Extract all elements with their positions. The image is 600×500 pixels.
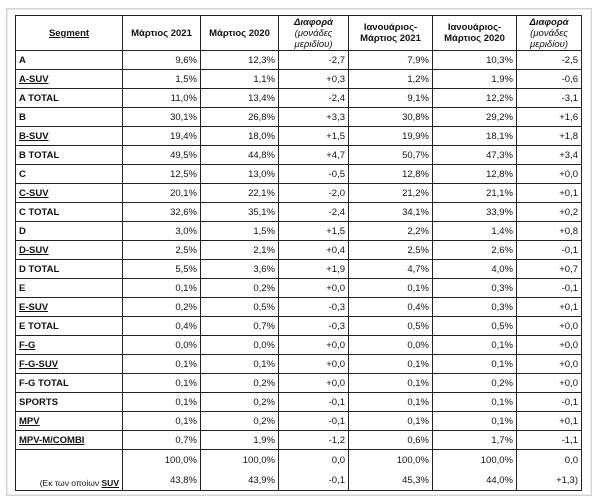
march-2020-value: 13,0% [201, 165, 279, 184]
suv-q20: 44,0% [433, 470, 517, 491]
header-difference-month-title: Διαφορά [293, 16, 334, 28]
jan-mar-2021-value: 7,9% [349, 51, 433, 70]
march-2020-value: 0,2% [201, 393, 279, 412]
table-row [16, 336, 582, 355]
march-2021-value: 9,6% [123, 51, 201, 70]
march-2021-value: 3,0% [123, 222, 201, 241]
difference-month-value: +0,0 [279, 336, 349, 355]
total-m20: 100,0% [201, 450, 279, 471]
header-difference-month [279, 16, 349, 51]
jan-mar-2021-value: 30,8% [349, 108, 433, 127]
difference-ytd-value: +0,2 [517, 203, 582, 222]
jan-mar-2021-value: 0,6% [349, 431, 433, 450]
total-m21: 100,0% [123, 450, 201, 471]
difference-ytd-value: -0,6 [517, 70, 582, 89]
difference-ytd-value: +1,6 [517, 108, 582, 127]
march-2021-value: 0,1% [123, 355, 201, 374]
jan-mar-2021-value: 50,7% [349, 146, 433, 165]
jan-mar-2021-value: 19,9% [349, 127, 433, 146]
march-2020-value: 0,7% [201, 317, 279, 336]
march-2020-value: 35,1% [201, 203, 279, 222]
table-row [16, 260, 582, 279]
march-2020-value: 1,1% [201, 70, 279, 89]
segment-label: E-SUV [16, 298, 123, 317]
jan-mar-2021-value: 0,0% [349, 336, 433, 355]
difference-month-value: -0,1 [279, 412, 349, 431]
segment-label: SPORTS [16, 393, 123, 412]
difference-ytd-value: +0,0 [517, 165, 582, 184]
difference-ytd-value: +0,7 [517, 260, 582, 279]
march-2021-value: 0,1% [123, 279, 201, 298]
total-q20: 100,0% [433, 450, 517, 471]
difference-ytd-value: +0,8 [517, 222, 582, 241]
table-row [16, 412, 582, 431]
difference-ytd-value: -0,1 [517, 279, 582, 298]
difference-month-value: +1,5 [279, 127, 349, 146]
march-2021-value: 5,5% [123, 260, 201, 279]
jan-mar-2020-value: 18,1% [433, 127, 517, 146]
difference-month-value: -2,4 [279, 89, 349, 108]
jan-mar-2021-value: 9,1% [349, 89, 433, 108]
march-2021-value: 49,5% [123, 146, 201, 165]
difference-ytd-value: +0,1 [517, 298, 582, 317]
difference-month-value: +1,5 [279, 222, 349, 241]
table-body [16, 51, 582, 491]
difference-month-value: -2,4 [279, 203, 349, 222]
difference-ytd-value: +3,4 [517, 146, 582, 165]
difference-ytd-value: +0,1 [517, 412, 582, 431]
total-q21: 100,0% [349, 450, 433, 471]
jan-mar-2020-value: 1,7% [433, 431, 517, 450]
march-2020-value: 0,5% [201, 298, 279, 317]
march-2020-value: 18,0% [201, 127, 279, 146]
table-row [16, 241, 582, 260]
difference-month-value: +0,3 [279, 70, 349, 89]
segment-label: B TOTAL [16, 146, 123, 165]
jan-mar-2021-value: 34,1% [349, 203, 433, 222]
header-jan-mar-2021: Ιανουάριος-Μάρτιος 2021 [349, 16, 433, 51]
table-row [16, 184, 582, 203]
march-2020-value: 0,1% [201, 355, 279, 374]
march-2020-value: 12,3% [201, 51, 279, 70]
header-march-2021: Μάρτιος 2021 [123, 16, 201, 51]
difference-ytd-value: -2,5 [517, 51, 582, 70]
jan-mar-2021-value: 4,7% [349, 260, 433, 279]
march-2021-value: 30,1% [123, 108, 201, 127]
table-row [16, 298, 582, 317]
jan-mar-2021-value: 0,1% [349, 355, 433, 374]
segment-label: C [16, 165, 123, 184]
difference-month-value: +0,0 [279, 374, 349, 393]
jan-mar-2020-value: 4,0% [433, 260, 517, 279]
header-segment: Segment [16, 16, 123, 51]
march-2020-value: 3,6% [201, 260, 279, 279]
document-sheet [6, 8, 592, 496]
table-row [16, 51, 582, 70]
table-row [16, 222, 582, 241]
difference-month-value: -2,0 [279, 184, 349, 203]
difference-month-value: -0,3 [279, 298, 349, 317]
difference-ytd-value: -0,1 [517, 241, 582, 260]
segment-label: F-G-SUV [16, 355, 123, 374]
jan-mar-2021-value: 0,4% [349, 298, 433, 317]
suv-m21: 43,8% [123, 470, 201, 491]
jan-mar-2020-value: 21,1% [433, 184, 517, 203]
difference-month-value: +4,7 [279, 146, 349, 165]
march-2020-value: 22,1% [201, 184, 279, 203]
difference-ytd-value: +0,0 [517, 317, 582, 336]
segment-label: C-SUV [16, 184, 123, 203]
header-difference-ytd-title: Διαφορά [529, 16, 569, 28]
table-row [16, 431, 582, 450]
table-row [16, 317, 582, 336]
jan-mar-2020-value: 47,3% [433, 146, 517, 165]
march-2021-value: 0,2% [123, 298, 201, 317]
march-2021-value: 0,1% [123, 393, 201, 412]
difference-month-value: -0,5 [279, 165, 349, 184]
march-2021-value: 20,1% [123, 184, 201, 203]
segment-label: C TOTAL [16, 203, 123, 222]
march-2020-value: 44,8% [201, 146, 279, 165]
suv-note-label [16, 450, 123, 491]
table-row [16, 374, 582, 393]
header-jan-mar-2020: Ιανουάριος-Μάρτιος 2020 [433, 16, 517, 51]
segment-label: D TOTAL [16, 260, 123, 279]
total-d2: 0,0 [517, 450, 582, 471]
jan-mar-2020-value: 0,1% [433, 393, 517, 412]
segment-label: E [16, 279, 123, 298]
jan-mar-2020-value: 29,2% [433, 108, 517, 127]
march-2020-value: 0,2% [201, 279, 279, 298]
difference-month-value: +0,0 [279, 355, 349, 374]
suv-q21: 45,3% [349, 470, 433, 491]
march-2021-value: 11,0% [123, 89, 201, 108]
difference-month-value: +0,0 [279, 279, 349, 298]
difference-ytd-value: -1,1 [517, 431, 582, 450]
jan-mar-2021-value: 0,5% [349, 317, 433, 336]
difference-ytd-value: +0,1 [517, 184, 582, 203]
jan-mar-2020-value: 1,9% [433, 70, 517, 89]
difference-ytd-value: +0,0 [517, 374, 582, 393]
jan-mar-2020-value: 0,5% [433, 317, 517, 336]
difference-month-value: +1,9 [279, 260, 349, 279]
table-row [16, 70, 582, 89]
jan-mar-2020-value: 0,2% [433, 374, 517, 393]
march-2021-value: 0,7% [123, 431, 201, 450]
march-2021-value: 0,4% [123, 317, 201, 336]
segment-label: B [16, 108, 123, 127]
march-2021-value: 0,0% [123, 336, 201, 355]
march-2020-value: 1,5% [201, 222, 279, 241]
march-2021-value: 2,5% [123, 241, 201, 260]
table-row [16, 146, 582, 165]
table-row [16, 127, 582, 146]
march-2020-value: 13,4% [201, 89, 279, 108]
jan-mar-2021-value: 12,8% [349, 165, 433, 184]
difference-ytd-value: +1,8 [517, 127, 582, 146]
march-2020-value: 0,2% [201, 412, 279, 431]
jan-mar-2021-value: 0,1% [349, 393, 433, 412]
march-2020-value: 0,0% [201, 336, 279, 355]
difference-ytd-value: +0,0 [517, 336, 582, 355]
difference-ytd-value: -0,1 [517, 393, 582, 412]
table-row [16, 108, 582, 127]
segment-label: A-SUV [16, 70, 123, 89]
table-row [16, 203, 582, 222]
jan-mar-2021-value: 2,5% [349, 241, 433, 260]
segment-share-table [15, 15, 582, 491]
table-row [16, 165, 582, 184]
jan-mar-2020-value: 12,8% [433, 165, 517, 184]
march-2021-value: 12,5% [123, 165, 201, 184]
segment-label: A TOTAL [16, 89, 123, 108]
total-d1: 0,0 [279, 450, 349, 471]
segment-label: MPV-M/COMBI [16, 431, 123, 450]
table-row [16, 279, 582, 298]
difference-month-value: -1,2 [279, 431, 349, 450]
table-row [16, 89, 582, 108]
header-difference-ytd [517, 16, 582, 51]
segment-label: MPV [16, 412, 123, 431]
difference-month-value: +3,3 [279, 108, 349, 127]
march-2021-value: 32,6% [123, 203, 201, 222]
jan-mar-2020-value: 12,2% [433, 89, 517, 108]
jan-mar-2020-value: 0,1% [433, 336, 517, 355]
jan-mar-2020-value: 2,6% [433, 241, 517, 260]
difference-month-value: +0,4 [279, 241, 349, 260]
suv-m20: 43,9% [201, 470, 279, 491]
totals-row [16, 450, 582, 471]
jan-mar-2021-value: 2,2% [349, 222, 433, 241]
suv-note-prefix: (Εκ των οποίων [39, 478, 102, 488]
jan-mar-2020-value: 33,9% [433, 203, 517, 222]
header-difference-ytd-sub: (μονάδες μεριδίου) [530, 27, 568, 50]
difference-month-value: -0,3 [279, 317, 349, 336]
jan-mar-2021-value: 1,2% [349, 70, 433, 89]
march-2020-value: 2,1% [201, 241, 279, 260]
march-2021-value: 0,1% [123, 412, 201, 431]
jan-mar-2020-value: 0,1% [433, 412, 517, 431]
jan-mar-2021-value: 0,1% [349, 374, 433, 393]
segment-label: B-SUV [16, 127, 123, 146]
march-2021-value: 19,4% [123, 127, 201, 146]
jan-mar-2020-value: 1,4% [433, 222, 517, 241]
jan-mar-2020-value: 0,3% [433, 279, 517, 298]
difference-month-value: -2,7 [279, 51, 349, 70]
jan-mar-2020-value: 10,3% [433, 51, 517, 70]
march-2021-value: 1,5% [123, 70, 201, 89]
segment-label: F-G [16, 336, 123, 355]
march-2021-value: 0,1% [123, 374, 201, 393]
suv-d1: -0,1 [279, 470, 349, 491]
header-row [16, 16, 582, 51]
segment-label: D [16, 222, 123, 241]
march-2020-value: 26,8% [201, 108, 279, 127]
jan-mar-2020-value: 0,1% [433, 355, 517, 374]
march-2020-value: 1,9% [201, 431, 279, 450]
suv-note-suv: SUV [101, 478, 119, 488]
jan-mar-2021-value: 0,1% [349, 279, 433, 298]
jan-mar-2021-value: 0,1% [349, 412, 433, 431]
jan-mar-2021-value: 21,2% [349, 184, 433, 203]
difference-month-value: -0,1 [279, 393, 349, 412]
difference-ytd-value: +0,0 [517, 355, 582, 374]
header-march-2020: Μάρτιος 2020 [201, 16, 279, 51]
march-2020-value: 0,2% [201, 374, 279, 393]
header-difference-month-sub: (μονάδες μεριδίου) [294, 27, 333, 50]
difference-ytd-value: -3,1 [517, 89, 582, 108]
segment-label: A [16, 51, 123, 70]
segment-label: D-SUV [16, 241, 123, 260]
jan-mar-2020-value: 0,3% [433, 298, 517, 317]
table-row [16, 393, 582, 412]
segment-label: F-G TOTAL [16, 374, 123, 393]
table-row [16, 355, 582, 374]
suv-d2: +1,3) [517, 470, 582, 491]
segment-label: E TOTAL [16, 317, 123, 336]
